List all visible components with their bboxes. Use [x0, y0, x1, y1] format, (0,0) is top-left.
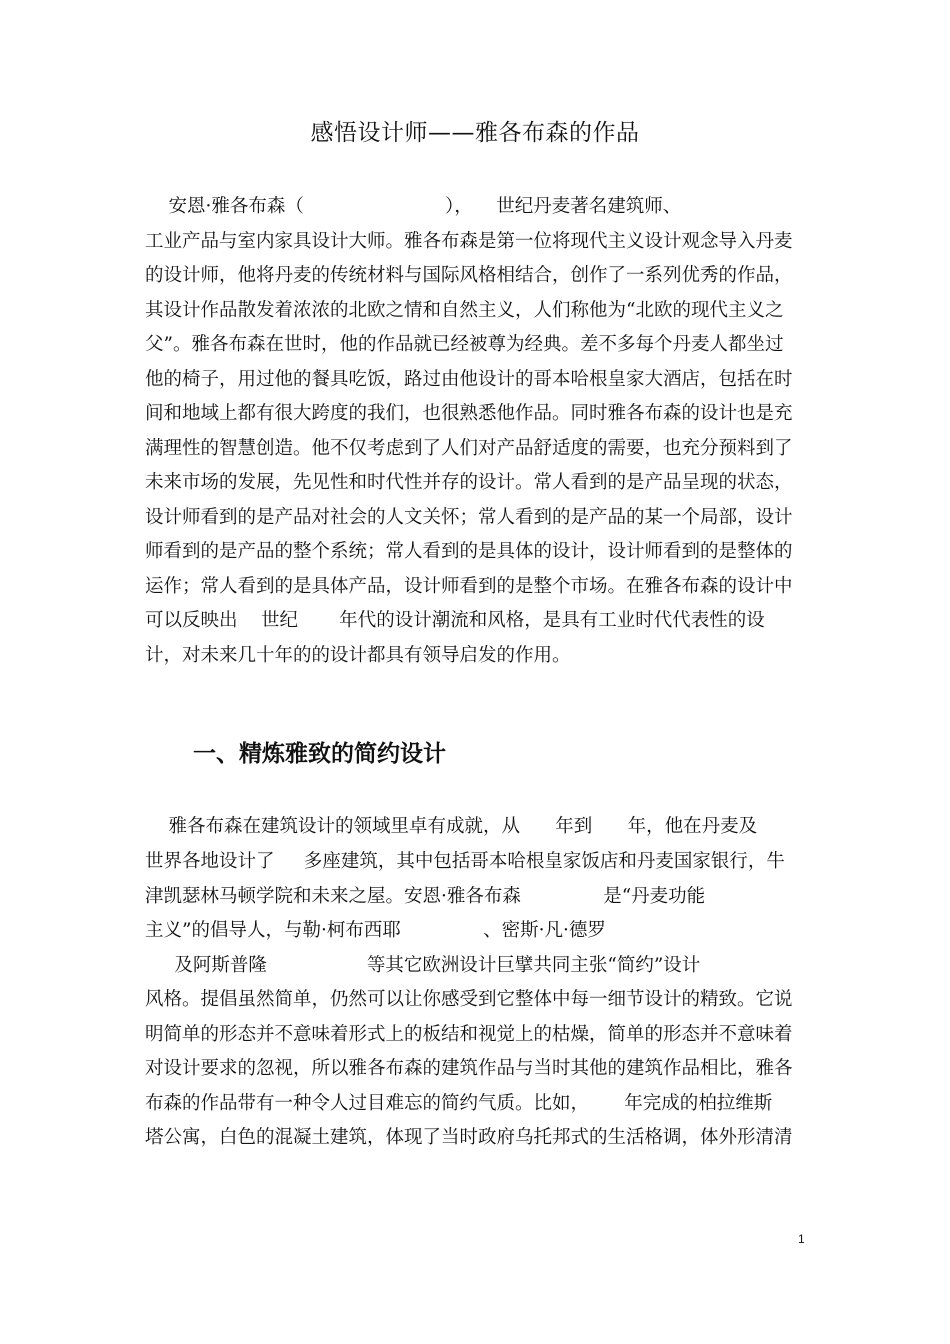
paragraph-line: 工业产品与室内家具设计大师。雅各布森是第一位将现代主义设计观念导入丹麦 [145, 231, 793, 252]
paragraph-line: 父”。雅各布森在世时，他的作品就已经被尊为经典。差不多每个丹麦人都坐过 [145, 334, 784, 355]
paragraph-line: 未来市场的发展，先见性和时代性并存的设计。常人看到的是产品呈现的状态， [145, 472, 793, 493]
paragraph-line: 设计师看到的是产品对社会的人文关怀；常人看到的是产品的某一个局部，设计 [145, 507, 793, 528]
paragraph-line: 他的椅子，用过他的餐具吃饭，路过由他设计的哥本哈根皇家大酒店，包括在时 [145, 369, 793, 390]
paragraph-line: 间和地域上都有很大跨度的我们，也很熟悉他作品。同时雅各布森的设计也是充 [145, 403, 793, 424]
paragraph-line: 师看到的是产品的整个系统；常人看到的是具体的设计，设计师看到的是整体的 [145, 541, 793, 562]
paragraph-line: 及阿斯普隆 等其它欧洲设计巨擘共同主张“简约”设计 [145, 955, 701, 976]
paragraph-line: 明简单的形态并不意味着形式上的板结和视觉上的枯燥，简单的形态并不意味着 [145, 1024, 793, 1045]
paragraph-line: 风格。提倡虽然简单，仍然可以让你感受到它整体中每一细节设计的精致。它说 [145, 989, 793, 1010]
paragraph-line: 计，对未来几十年的的设计都具有领导启发的作用。 [145, 645, 571, 666]
section-heading: 一、精炼雅致的简约设计 [193, 741, 446, 767]
paragraph-line: 布森的作品带有一种令人过目难忘的简约气质。比如， 年完成的柏拉维斯 [145, 1093, 773, 1114]
document-title: 感悟设计师——雅各布森的作品 [310, 120, 640, 146]
paragraph-line: 满理性的智慧创造。他不仅考虑到了人们对产品舒适度的需要，也充分预料到了 [145, 438, 793, 459]
paragraph-line: 安恩·雅各布森（ ）， 世纪丹麦著名建筑师、 [145, 196, 682, 217]
paragraph-line: 运作；常人看到的是具体产品，设计师看到的是整个市场。在雅各布森的设计中 [145, 576, 793, 597]
paragraph-line: 雅各布森在建筑设计的领域里卓有成就，从 年到 年，他在丹麦及 [145, 816, 758, 837]
paragraph-line: 塔公寓，白色的混凝土建筑，体现了当时政府乌托邦式的生活格调，体外形清清 [145, 1127, 793, 1148]
paragraph-line: 的设计师，他将丹麦的传统材料与国际风格相结合，创作了一系列优秀的作品， [145, 265, 793, 286]
paragraph-line: 津凯瑟林马顿学院和未来之屋。安恩·雅各布森 是“丹麦功能 [145, 886, 706, 907]
paragraph-line: 对设计要求的忽视，所以雅各布森的建筑作品与当时其他的建筑作品相比，雅各 [145, 1058, 793, 1079]
paragraph-line: 主义”的倡导人，与勒·柯布西耶 、密斯·凡·德罗 [145, 920, 606, 941]
paragraph-line: 世界各地设计了 多座建筑，其中包括哥本哈根皇家饭店和丹麦国家银行，牛 [145, 851, 785, 872]
page-number: 1 [798, 1232, 805, 1246]
paragraph-line: 可以反映出 世纪 年代的设计潮流和风格，是具有工业时代代表性的设 [145, 610, 765, 631]
paragraph-line: 其设计作品散发着浓浓的北欧之情和自然主义，人们称他为“北欧的现代主义之 [145, 300, 784, 321]
